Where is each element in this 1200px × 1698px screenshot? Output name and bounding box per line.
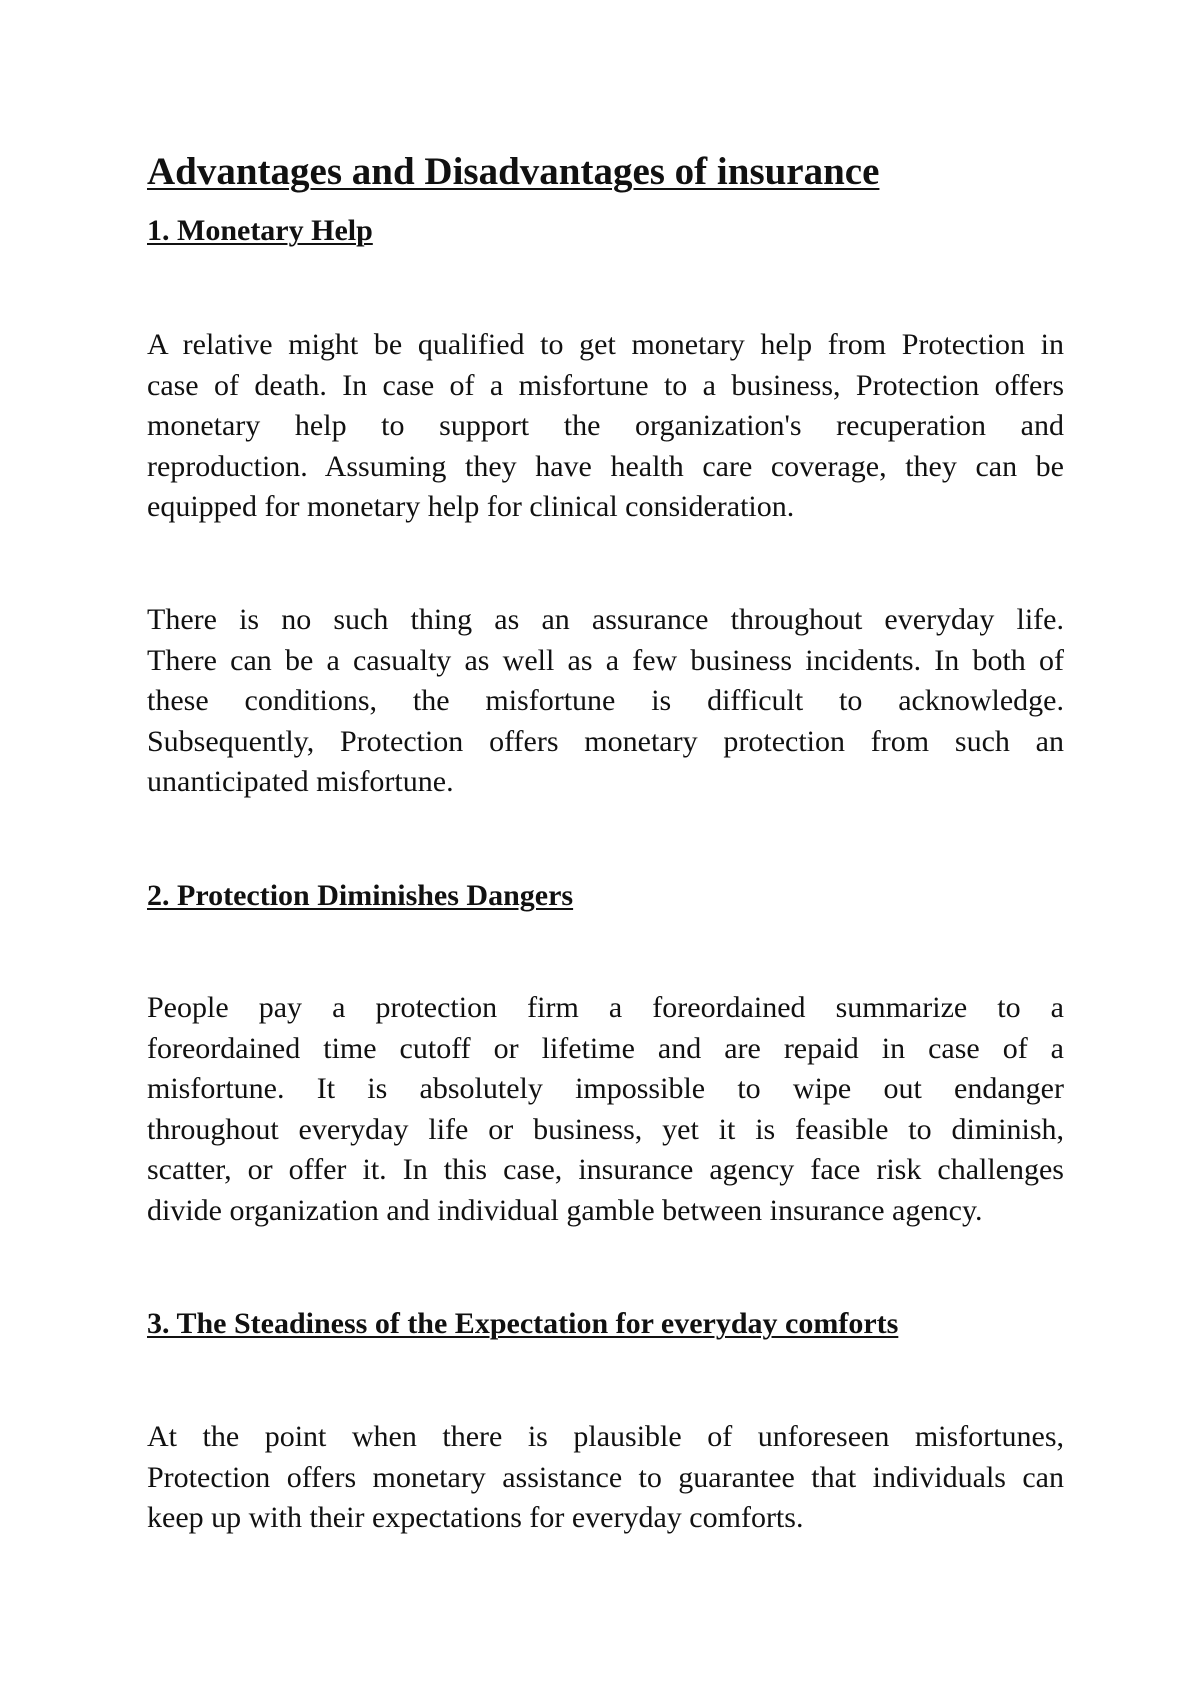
paragraph-line: keep up with their expectations for everyday comforts.	[147, 1501, 804, 1534]
document-title: Advantages and Disadvantages of insurance	[147, 150, 880, 193]
section-heading-protection-diminishes-dangers: 2. Protection Diminishes Dangers	[147, 879, 574, 912]
section-heading-steadiness-of-expectation: 3. The Steadiness of the Expectation for everyday comforts	[147, 1307, 899, 1340]
paragraph-line: these conditions, the misfortune is difficult to acknowledge.	[147, 684, 1064, 717]
paragraph-line: At the point when there is plausible of unforeseen misfortunes,	[147, 1420, 1064, 1453]
paragraph-line: Protection offers monetary assistance to guarantee that individuals can	[147, 1460, 1064, 1494]
paragraph-steadiness-of-expectation	[147, 1417, 1064, 1539]
paragraph-line: case of death. In case of a misfortune to a business, Protection offers	[147, 368, 1064, 402]
paragraph-line: monetary help to support the organization's recuperation and	[147, 409, 1064, 442]
section-heading-monetary-help: 1. Monetary Help	[147, 214, 373, 247]
paragraph-line: There is no such thing as an assurance throughout everyday life.	[147, 603, 1064, 636]
paragraph-line: People pay a protection firm a foreordained summarize to a	[147, 991, 1064, 1024]
paragraph-monetary-help-1	[147, 325, 1064, 528]
paragraph-line: scatter, or offer it. In this case, insurance agency face risk challenges	[147, 1153, 1064, 1186]
paragraph-line: foreordained time cutoff or lifetime and are repaid in case of a	[147, 1031, 1064, 1065]
paragraph-line: Subsequently, Protection offers monetary protection from such an	[147, 724, 1064, 758]
paragraph-line: reproduction. Assuming they have health care coverage, they can be	[147, 449, 1064, 483]
paragraph-line: unanticipated misfortune.	[147, 765, 454, 798]
paragraph-line: misfortune. It is absolutely impossible to wipe out endanger	[147, 1072, 1064, 1105]
paragraph-line: divide organization and individual gamble between insurance agency.	[147, 1193, 983, 1227]
paragraph-line: throughout everyday life or business, yet it is feasible to diminish,	[147, 1112, 1064, 1146]
paragraph-protection-diminishes-dangers	[147, 988, 1064, 1231]
paragraph-line: A relative might be qualified to get monetary help from Protection in	[147, 328, 1064, 361]
paragraph-line: There can be a casualty as well as a few business incidents. In both of	[147, 643, 1064, 677]
paragraph-monetary-help-2	[147, 600, 1064, 803]
paragraph-line: equipped for monetary help for clinical consideration.	[147, 490, 795, 523]
